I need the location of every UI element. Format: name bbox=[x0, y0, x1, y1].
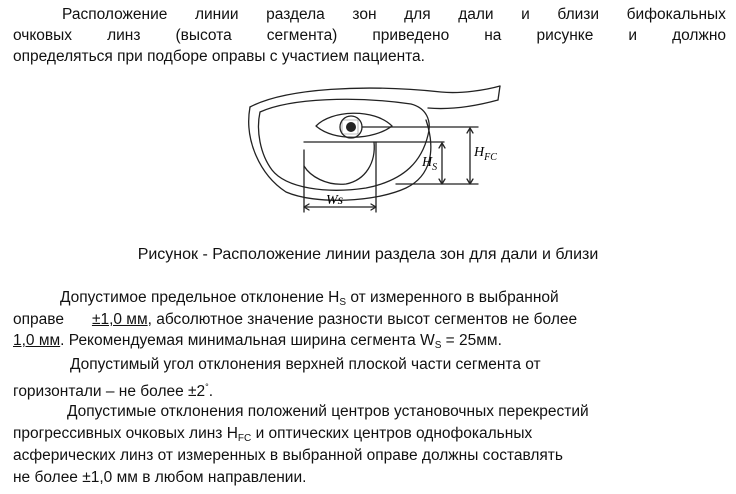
para1-line-2 bbox=[13, 311, 724, 329]
para1-line-1 bbox=[60, 289, 724, 312]
ws-label: Ws bbox=[326, 193, 344, 208]
intro-text: определяться при подборе оправы с участием пациента. bbox=[13, 48, 425, 65]
word: линии bbox=[194, 6, 239, 23]
word: и bbox=[628, 27, 638, 44]
word: линз bbox=[107, 27, 141, 44]
para3-line-3 bbox=[13, 447, 724, 465]
para2-line-1 bbox=[70, 356, 724, 374]
para3-line-1 bbox=[67, 403, 724, 421]
word: дали bbox=[458, 6, 494, 23]
text: прогрессивных очковых линз $H_{FC}$ и оптических центров однофокальных bbox=[13, 425, 533, 444]
word: и bbox=[521, 6, 530, 23]
text: оправе bbox=[13, 311, 64, 328]
text: Допустимое предельное отклонение $H_S$ от измеренного в выбранной bbox=[60, 289, 559, 308]
text: Допустимые отклонения положений центров установочных перекрестий bbox=[67, 403, 589, 420]
word: должно bbox=[672, 27, 726, 44]
text: , абсолютное значение разности высот сегментов не более bbox=[147, 311, 578, 328]
word: рисунке bbox=[536, 27, 594, 44]
text: асферических линз от измеренных в выбранной оправе должны составлять bbox=[13, 447, 563, 464]
word: сегмента) bbox=[266, 27, 338, 44]
word: близи bbox=[557, 6, 600, 23]
word: на bbox=[484, 27, 502, 44]
word: очковых bbox=[13, 27, 73, 44]
figure-caption: Рисунок - Расположение линии раздела зон для дали и близи bbox=[137, 246, 599, 263]
word: зон bbox=[352, 6, 377, 23]
bifocal-lens-figure bbox=[246, 80, 502, 220]
hfc-label: $H_{FC}$ bbox=[474, 145, 497, 163]
text: Допустимый угол отклонения верхней плоской части сегмента от bbox=[70, 356, 541, 373]
hs-label: $H_S$ bbox=[422, 155, 438, 173]
intro-line-1 bbox=[62, 6, 726, 24]
word: для bbox=[404, 6, 431, 23]
intro-line-3 bbox=[13, 48, 724, 66]
text: . Рекомендуемая минимальная ширина сегмента $W_S = 25мм$. bbox=[60, 332, 502, 351]
word: Расположение bbox=[62, 6, 168, 23]
intro-line-2 bbox=[13, 27, 726, 45]
word: приведено bbox=[372, 27, 450, 44]
word: раздела bbox=[266, 6, 325, 23]
para3-line-4 bbox=[13, 469, 724, 487]
text: горизонтали – не более ±2°. bbox=[13, 382, 214, 400]
para3-line-2 bbox=[13, 425, 724, 448]
para2-line-2 bbox=[13, 378, 724, 401]
value-tolerance: ±1,0 мм bbox=[91, 311, 148, 328]
text: не более ±1,0 мм в любом направлении. bbox=[13, 469, 307, 486]
word: бифокальных bbox=[626, 6, 726, 23]
word: (высота bbox=[175, 27, 232, 44]
value-diff: 1,0 мм bbox=[13, 332, 61, 349]
para1-line-3 bbox=[13, 332, 724, 355]
